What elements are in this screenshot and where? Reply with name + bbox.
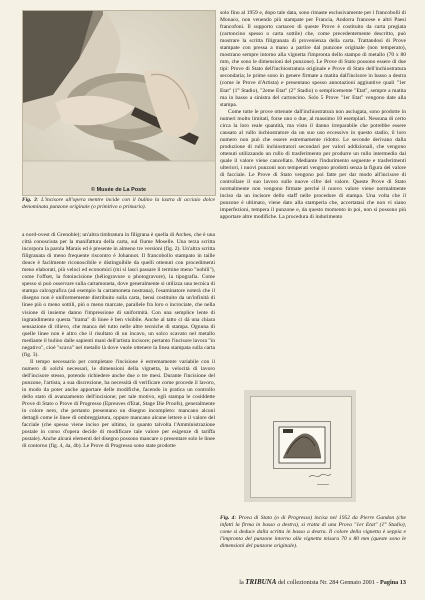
left-text-column	[22, 232, 215, 450]
stage-proof-image	[244, 390, 356, 502]
page-footer	[0, 578, 406, 586]
engraver-photo	[22, 10, 216, 196]
right-paragraph-2: Come tutte le prove ottenute dall'inchiostratura non asciugata, sono prodotte in numeri molto limitati, forse uno o due, al massimo 10 esemplari. Nessuna di certo circa la loro reale quantità, ma visto il danno irreparabile che potrebbe essere causato al rullo inchiostratore da un suo uso eccessivo in questo stadio, il loro numero non può che essere estremamente ridotto. Le seconde derivano dalla produzione di rulli inchiostratori secondari per valori addizionali, che vengono ottenuti utilizzando un rullo di trasferimento per produrre un rullo intermedio dal quale il valore viene cancellato. Mediante l'indurimento seguente e trasferimenti ulteriori, i nuovi punzoni non temperati vengono prodotti senza la figura del valore di facciale. Le Prove di Stato vengono poi fatte per dar modo all'incisore di controllare il suo lavoro sulle nuove cifre del valore. Queste Prove di Stato normalmente non vengono firmate perché il nuovo valore viene normalmente inciso da un incisore dello staff nelle procedure di stampa. Una volta che il punzone è ultimato, viene dato alla stamperia che, accertatasi che non vi siano imperfezioni, tempera il punzone e, da questo momento in poi, non si possono più apportare altre modifiche. La procedura di indurimento	[220, 108, 406, 221]
proof-signatures	[251, 397, 351, 497]
figure-4-caption-text: : Prova di Stato (o di Progresso) incisa nel 1952 da Pierre Gandon (che infatti la firma in basso a destra), si tratta di una Prova "1er Etat" (1° Stadio), come si deduce dalla scritta in basso a destra. Il colore della vignetta è seppia e l'impronta del punzone intorno alla vignetta misura 70 x 80 mm (queste sono le dimensioni del punzone originale).	[220, 515, 406, 549]
footer-issue: del collezionista Nr. 284 Gennaio 2001 -	[277, 579, 379, 586]
footer-prefix: la	[239, 579, 244, 586]
right-text-column	[220, 10, 406, 221]
right-paragraph-1: solo fino al 1959 e, dopo tale data, sono rimaste esclusivamente per i francobolli di Monaco, non venendo più stampate per Francia, Andorra francese e altri Paesi francofoni. Il supporto cartaceo di queste Prove è costituito da carta pregiata (cartoncino spesso o carta sottile) che, come precedentemente descritto, può mostrare la scritta filigranata di provenienza della carta. Trattandosi di Prove stampate con pressa a mano a partire dal punzone originale (non temperato), mostrano sempre intorno alla vignetta l'impronta dello stampo di metallo (70 x 80 mm, che sono le dimensioni del punzone). Le Prove di Stato possono essere di due tipi: Prove di Stato dell'inchiostratura originale e Prove di Stato dell'inchiostratura secondaria; le prime sono in genere firmate a matita dall'incisore in basso a destra (come le Prove d'Artista) e presentano spesso annotazioni aggiuntive quali "1er Etat" (1° Stadio), "2eme Etat" (2° Stadio) o semplicemente "Etat", sempre a matita ma in basso a sinistra del cartoncino. Solo 5 Prove "1er Etat" vengono date alla stampa.	[220, 10, 406, 108]
footer-magazine-name: TRIBUNA	[245, 578, 277, 586]
figure-4-label: Fig. 4	[220, 515, 235, 521]
proof-card	[250, 396, 352, 498]
figure-3-caption-text: : L'incisore all'opera mentre incide con il bulino la lastra di acciaio dolce denominata punzone originale (o primitivo o primario).	[22, 197, 216, 210]
left-paragraph-1: a nord-ovest di Grenoble); un'altra timbratura in filigrana è quella di Arches, che è una città conosciuta per la manifattura della carta, sul fiume Moselle. Una terza scritta incorpora la parola Marais ed è presente in almeno tre versioni (fig. 2). Un'altra scritta filigranata di meno frequente riscontro è Johannot. Il francobollo stampato in taille douce è facilmente riconoscibile e distinguibile da quelli ottenuti con procedimenti meno elaborati, più veloci ed economici (mi si lasci passare il termine meno "nobili"), come l'offset, la fotoincisione (héliogravure o photogravure), la tipografia. Come spesso si può osservare sulla cartamoneta, dove generalmente si utilizza una tecnica di stampa calcografica (ad esempio la cartamoneta nostrana), l'esaminatore noterà che il disegno non è uniformemente distribuito sulla carta, bensì costituito da un'infinità di linee più o meno sottili, più o meno marcate, parallele fra loro o incrociate, che nella visione di insieme danno l'impressione di uniformità. Con una semplice lente di ingrandimento questa "trama" di linee è ben visibile. Anche al tatto ci dà una chiara sensazione di rilievo, che manca del tutto nelle altre tecniche di stampa. Ognuna di quelle linee non è altro che il risultato di un incavo, un solco scavato nel metallo mediante il bulino dalle sapienti mani dell'artista incisore; pertanto l'incisore lavora "in negativo", cioè "scava" nel metallo là dove vuole ottenere la linea stampata sulla carta (fig. 3).	[22, 232, 215, 358]
left-paragraph-2: Il tempo necessario per completare l'incisione è estremamente variabile con il numero di solchi necessari, le dimensioni della vignetta, la velocità di lavoro dell'incisore stesso, potendo richiedere anche due o tre mesi. Durante l'incisione del punzone, l'artista, a sua discrezione, ha necessità di verificare come procede il lavoro, in modo da poter anche apportare delle modifiche, facendo in pratica un controllo dello stato di avanzamento dell'incisione; per tale motivo, egli stampa le cosiddette Prove di Stato o Prove di Progresso (Epreuves d'Etat, Stage Die Proofs), generalmente in colore nero, che pertanto presentano un disegno incompleto: mancano alcuni dettagli come le linee di ombreggiatura, oppure mancano alcune lettere o il valore del facciale (che spesso viene inciso per ultimo, in quanto talvolta l'Amministrazione postale in corso d'opera decide di modificare tale valore per esigenze di tariffa postale). Anche alcuni elementi del disegno possono mancare o presentare solo le linee di contorno (fig. 4, 4a, 4b). Le Prove di Progresso sono state prodotte	[22, 358, 215, 450]
page-number: Pagina 13	[380, 579, 406, 586]
figure-3-label: Fig. 3	[22, 197, 37, 203]
figure-4-caption	[220, 515, 406, 550]
figure-3-caption	[22, 197, 215, 211]
engraver-photo-illustration	[23, 11, 215, 195]
photo-credit: © Musée de La Poste	[91, 187, 147, 193]
